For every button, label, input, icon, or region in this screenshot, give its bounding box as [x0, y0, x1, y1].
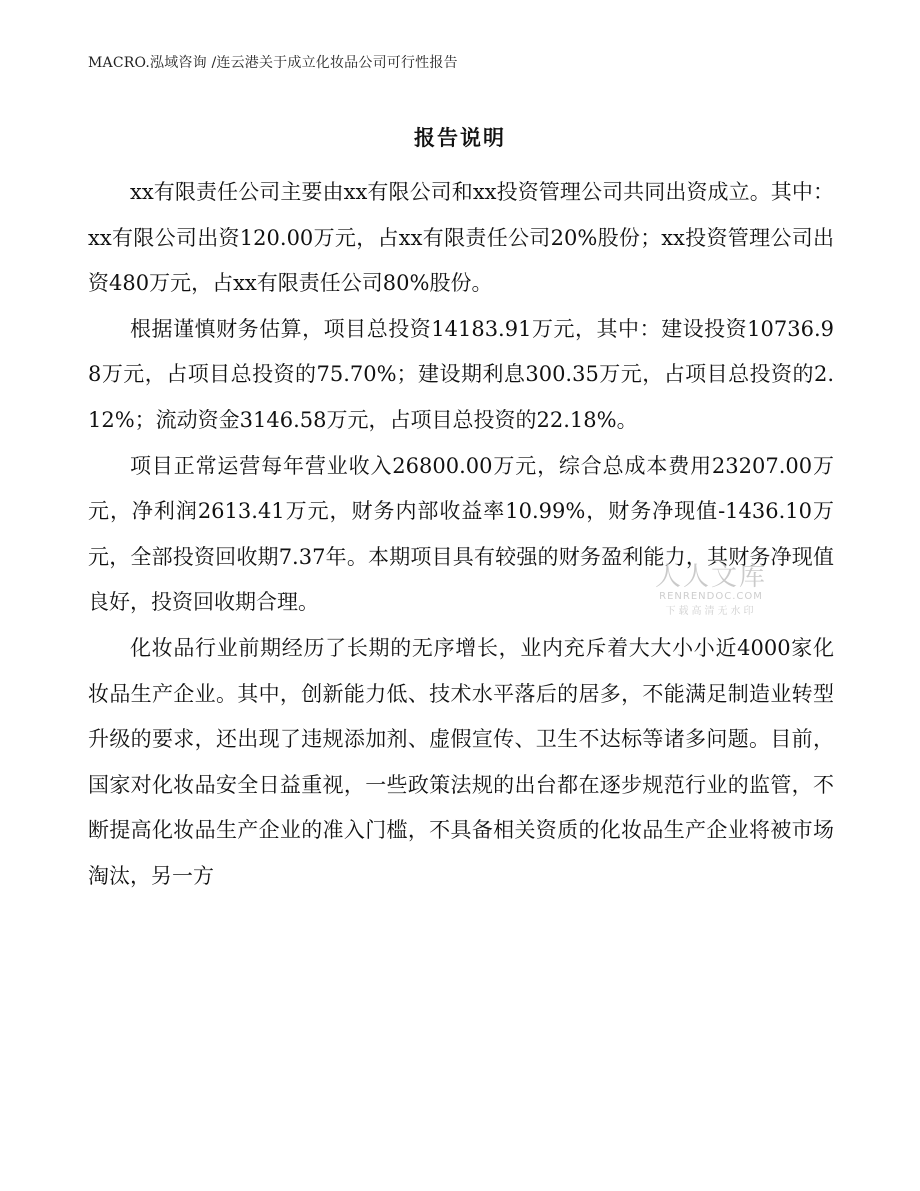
paragraph-investment: 根据谨慎财务估算，项目总投资14183.91万元，其中：建设投资10736.98万元，占项目总投资的75.70%；建设期利息300.35万元，占项目总投资的2.12%；流动资金3146.58万元，占项目总投资的22.18%。 [88, 316, 834, 432]
watermark-title: 人人文库 [654, 562, 767, 592]
document-body [88, 170, 834, 900]
page-header: MACRO.泓域咨询 /连云港关于成立化妆品公司可行性报告 [88, 55, 458, 71]
paragraph-industry: 化妆品行业前期经历了长期的无序增长，业内充斥着大大小小近4000家化妆品生产企业。其中，创新能力低、技术水平落后的居多，不能满足制造业转型升级的要求，还出现了违规添加剂、虚假宣传、卫生不达标等诸多问题。目前，国家对化妆品安全日益重视，一些政策法规的出台都在逐步规范行业的监管，不断提高化妆品生产企业的准入门槛，不具备相关资质的化妆品生产企业将被市场淘汰，另一方 [88, 635, 834, 888]
watermark-url: RENRENDOC.COM [659, 591, 763, 602]
page-title: 报告说明 [414, 125, 506, 150]
paragraph-revenue: 项目正常运营每年营业收入26800.00万元，综合总成本费用23207.00万元，净利润2613.41万元，财务内部收益率10.99%，财务净现值-1436.10万元，全部投资回收期7.37年。本期项目具有较强的财务盈利能力，其财务净现值良好，投资回收期合理。 [88, 453, 834, 615]
paragraph-shareholders: xx有限责任公司主要由xx有限公司和xx投资管理公司共同出资成立。其中：xx有限公司出资120.00万元，占xx有限责任公司20%股份；xx投资管理公司出资480万元，占xx有限责任公司80%股份。 [88, 180, 834, 296]
watermark-subtitle: 下载高清无水印 [665, 606, 757, 617]
